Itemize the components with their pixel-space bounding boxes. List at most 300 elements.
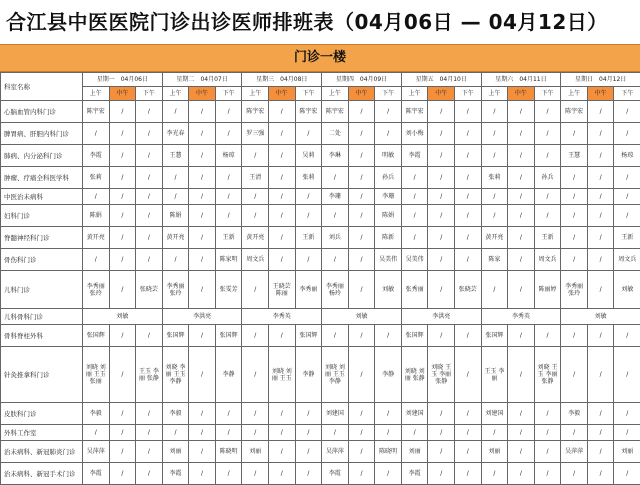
- doctor-cell: /: [189, 425, 216, 441]
- doctor-cell: /: [269, 441, 296, 463]
- doctor-cell: 陈宇宏: [561, 101, 588, 123]
- doctor-cell: 吴美伟: [401, 249, 428, 271]
- doctor-cell: /: [587, 145, 614, 167]
- doctor-cell: /: [455, 167, 482, 189]
- doctor-cell: /: [534, 425, 561, 441]
- session-header: 上午: [401, 87, 428, 101]
- doctor-cell: /: [587, 271, 614, 309]
- doctor-cell: /: [561, 123, 588, 145]
- doctor-cell: 陈宇宏: [401, 101, 428, 123]
- doctor-cell: /: [295, 123, 322, 145]
- doctor-cell: 陈新: [375, 227, 402, 249]
- doctor-cell: /: [481, 189, 508, 205]
- doctor-cell: /: [401, 189, 428, 205]
- dept-name: 脾胃病、肝胆内科门诊: [1, 123, 83, 145]
- doctor-cell: /: [269, 145, 296, 167]
- doctor-cell: /: [269, 123, 296, 145]
- doctor-cell: /: [109, 271, 136, 309]
- doctor-cell: /: [136, 167, 163, 189]
- doctor-cell: /: [508, 145, 535, 167]
- doctor-cell: /: [534, 441, 561, 463]
- doctor-cell: /: [534, 101, 561, 123]
- date-label: 04月12日: [599, 76, 626, 83]
- doctor-cell: 刘丽: [614, 441, 640, 463]
- doctor-cell: /: [508, 167, 535, 189]
- doctor-cell: /: [587, 123, 614, 145]
- dept-name: 中医治未病科: [1, 189, 83, 205]
- doctor-cell: /: [348, 205, 375, 227]
- doctor-cell: /: [109, 227, 136, 249]
- doctor-cell: /: [242, 347, 269, 403]
- doctor-cell: /: [401, 425, 428, 441]
- doctor-cell: 王清: [242, 167, 269, 189]
- doctor-cell: /: [348, 271, 375, 309]
- doctor-cell: 李毅: [561, 403, 588, 425]
- doctor-cell: /: [109, 205, 136, 227]
- doctor-cell: /: [481, 145, 508, 167]
- doctor-cell: 张雯芳: [215, 271, 242, 309]
- doctor-cell: /: [109, 167, 136, 189]
- doctor-cell: /: [242, 271, 269, 309]
- doctor-cell: 李秀英: [242, 309, 322, 325]
- doctor-cell: /: [189, 325, 216, 347]
- doctor-cell: /: [508, 123, 535, 145]
- doctor-cell: 杨琼: [215, 145, 242, 167]
- weekday-label: 星期日: [575, 76, 593, 83]
- doctor-cell: 李霞: [401, 463, 428, 485]
- doctor-cell: /: [322, 249, 349, 271]
- dept-name: 肺病、内分泌科门诊: [1, 145, 83, 167]
- doctor-cell: 杨琼: [614, 145, 640, 167]
- doctor-cell: /: [428, 425, 455, 441]
- doctor-cell: /: [455, 101, 482, 123]
- doctor-cell: /: [481, 205, 508, 227]
- doctor-cell: /: [455, 403, 482, 425]
- schedule-row: [1, 325, 640, 347]
- doctor-cell: /: [109, 403, 136, 425]
- schedule-row: [1, 205, 640, 227]
- doctor-cell: /: [242, 425, 269, 441]
- doctor-cell: /: [189, 403, 216, 425]
- doctor-cell: /: [587, 205, 614, 227]
- doctor-cell: /: [269, 463, 296, 485]
- doctor-cell: 周文兵: [242, 249, 269, 271]
- doctor-cell: /: [534, 463, 561, 485]
- doctor-cell: 李珊: [375, 189, 402, 205]
- doctor-cell: /: [534, 145, 561, 167]
- doctor-cell: /: [322, 325, 349, 347]
- doctor-cell: 刘丽: [242, 441, 269, 463]
- doctor-cell: /: [215, 101, 242, 123]
- doctor-cell: /: [269, 205, 296, 227]
- dept-name: 外科工作室: [1, 425, 83, 441]
- doctor-cell: /: [561, 205, 588, 227]
- doctor-cell: /: [215, 425, 242, 441]
- doctor-cell: /: [428, 167, 455, 189]
- doctor-cell: 张国辉: [162, 325, 189, 347]
- doctor-cell: 刘晓 刘丽 王玉 张丽: [83, 347, 110, 403]
- doctor-cell: /: [534, 189, 561, 205]
- doctor-cell: /: [136, 463, 163, 485]
- doctor-cell: /: [189, 463, 216, 485]
- doctor-cell: 李秀丽 张玲: [561, 271, 588, 309]
- doctor-cell: 刘建国: [322, 403, 349, 425]
- doctor-cell: 李毅: [83, 403, 110, 425]
- doctor-cell: /: [162, 249, 189, 271]
- doctor-cell: 明敏: [375, 145, 402, 167]
- doctor-cell: 李静: [295, 347, 322, 403]
- doctor-cell: /: [348, 123, 375, 145]
- schedule-row: [1, 271, 640, 309]
- doctor-cell: /: [428, 227, 455, 249]
- doctor-cell: 李霞: [83, 463, 110, 485]
- doctor-cell: /: [189, 271, 216, 309]
- doctor-cell: 张晓芸: [136, 271, 163, 309]
- doctor-cell: /: [189, 347, 216, 403]
- session-header: 下午: [215, 87, 242, 101]
- doctor-cell: /: [614, 325, 640, 347]
- doctor-cell: /: [189, 145, 216, 167]
- doctor-cell: 刘晓 刘丽 王玉: [269, 347, 296, 403]
- doctor-cell: 张秀丽: [401, 271, 428, 309]
- doctor-cell: 王晓芸 陈丽: [269, 271, 296, 309]
- date-label: 04月11日: [519, 76, 546, 83]
- doctor-cell: /: [348, 441, 375, 463]
- schedule-row: [1, 227, 640, 249]
- doctor-cell: /: [614, 167, 640, 189]
- schedule-row: [1, 441, 640, 463]
- doctor-cell: 李秀英: [481, 309, 561, 325]
- doctor-cell: /: [215, 123, 242, 145]
- doctor-cell: /: [534, 325, 561, 347]
- date-label: 04月07日: [200, 76, 227, 83]
- schedule-row: [1, 347, 640, 403]
- doctor-cell: /: [109, 101, 136, 123]
- schedule-table: [0, 72, 640, 485]
- doctor-cell: /: [508, 425, 535, 441]
- doctor-cell: /: [587, 325, 614, 347]
- doctor-cell: /: [348, 463, 375, 485]
- day-header: [83, 73, 163, 87]
- dept-name: 皮肤科门诊: [1, 403, 83, 425]
- session-header: 上午: [242, 87, 269, 101]
- doctor-cell: /: [348, 325, 375, 347]
- doctor-cell: /: [83, 425, 110, 441]
- doctor-cell: 孙兵: [534, 167, 561, 189]
- doctor-cell: 李秀丽 张玲: [162, 271, 189, 309]
- doctor-cell: /: [348, 167, 375, 189]
- session-header: 下午: [614, 87, 640, 101]
- doctor-cell: 吴莉: [295, 145, 322, 167]
- doctor-cell: 陈宇宏: [322, 101, 349, 123]
- doctor-cell: 陈晓明: [215, 441, 242, 463]
- doctor-cell: /: [587, 403, 614, 425]
- doctor-cell: /: [428, 189, 455, 205]
- doctor-cell: /: [455, 463, 482, 485]
- session-header: 中午: [428, 87, 455, 101]
- doctor-cell: 周文兵: [614, 249, 640, 271]
- doctor-cell: /: [242, 325, 269, 347]
- doctor-cell: /: [269, 189, 296, 205]
- doctor-cell: /: [295, 463, 322, 485]
- dept-name: 妇科门诊: [1, 205, 83, 227]
- dept-name: 治未病科、新冠手术门诊: [1, 463, 83, 485]
- weekday-label: 星期一: [97, 76, 115, 83]
- doctor-cell: /: [481, 271, 508, 309]
- doctor-cell: /: [136, 249, 163, 271]
- weekday-label: 星期六: [495, 76, 513, 83]
- doctor-cell: /: [109, 249, 136, 271]
- doctor-cell: 刘敏: [322, 309, 402, 325]
- day-header: [162, 73, 242, 87]
- doctor-cell: 二处: [322, 123, 349, 145]
- doctor-cell: /: [401, 227, 428, 249]
- doctor-cell: 王慧: [162, 145, 189, 167]
- schedule-row: [1, 249, 640, 271]
- doctor-cell: 王玉 李丽: [481, 347, 508, 403]
- doctor-cell: /: [269, 167, 296, 189]
- doctor-cell: /: [215, 205, 242, 227]
- doctor-cell: /: [215, 167, 242, 189]
- session-header: 中午: [189, 87, 216, 101]
- doctor-cell: /: [348, 189, 375, 205]
- doctor-cell: /: [348, 145, 375, 167]
- doctor-cell: 孙兵: [375, 167, 402, 189]
- doctor-cell: /: [534, 123, 561, 145]
- doctor-cell: 张莉: [295, 167, 322, 189]
- doctor-cell: /: [428, 403, 455, 425]
- date-label: 04月06日: [121, 76, 148, 83]
- page-title: 合江县中医医院门诊出诊医师排班表（04月06日 — 04月12日）: [0, 0, 640, 44]
- doctor-cell: 黄开亮: [242, 227, 269, 249]
- doctor-cell: /: [428, 463, 455, 485]
- doctor-cell: 张国辉: [83, 325, 110, 347]
- doctor-cell: /: [561, 227, 588, 249]
- doctor-cell: 陈晓明: [375, 441, 402, 463]
- doctor-cell: /: [481, 123, 508, 145]
- doctor-cell: /: [295, 403, 322, 425]
- doctor-cell: 李珊: [322, 189, 349, 205]
- session-header: 中午: [269, 87, 296, 101]
- doctor-cell: /: [136, 189, 163, 205]
- schedule-row: [1, 145, 640, 167]
- doctor-cell: /: [428, 249, 455, 271]
- doctor-cell: /: [428, 145, 455, 167]
- doctor-cell: /: [561, 425, 588, 441]
- session-header: 中午: [587, 87, 614, 101]
- schedule-row: [1, 167, 640, 189]
- doctor-cell: 张莉: [481, 167, 508, 189]
- doctor-cell: /: [428, 123, 455, 145]
- doctor-cell: /: [269, 101, 296, 123]
- doctor-cell: 陈娟: [375, 205, 402, 227]
- schedule-row: [1, 189, 640, 205]
- session-header: 下午: [455, 87, 482, 101]
- doctor-cell: 李霞: [162, 463, 189, 485]
- doctor-cell: /: [189, 205, 216, 227]
- floor-banner: 门诊一楼: [0, 44, 640, 72]
- doctor-cell: /: [587, 189, 614, 205]
- doctor-cell: /: [375, 101, 402, 123]
- doctor-cell: /: [189, 167, 216, 189]
- session-header: 中午: [348, 87, 375, 101]
- doctor-cell: /: [269, 325, 296, 347]
- session-header: 上午: [162, 87, 189, 101]
- doctor-cell: /: [614, 189, 640, 205]
- doctor-cell: /: [295, 249, 322, 271]
- doctor-cell: /: [136, 205, 163, 227]
- doctor-cell: /: [534, 403, 561, 425]
- session-header: 上午: [561, 87, 588, 101]
- doctor-cell: /: [508, 205, 535, 227]
- doctor-cell: /: [455, 325, 482, 347]
- doctor-cell: /: [455, 425, 482, 441]
- dept-name: 治未病科、新冠肺炎门诊: [1, 441, 83, 463]
- doctor-cell: /: [189, 249, 216, 271]
- doctor-cell: /: [136, 227, 163, 249]
- doctor-cell: /: [428, 325, 455, 347]
- doctor-cell: /: [375, 123, 402, 145]
- doctor-cell: /: [481, 101, 508, 123]
- doctor-cell: 陈宇宏: [295, 101, 322, 123]
- doctor-cell: /: [508, 325, 535, 347]
- doctor-cell: /: [508, 463, 535, 485]
- doctor-cell: /: [561, 167, 588, 189]
- doctor-cell: 陈宇宏: [242, 101, 269, 123]
- doctor-cell: 刘建国: [401, 403, 428, 425]
- doctor-cell: 李静: [215, 347, 242, 403]
- doctor-cell: /: [508, 227, 535, 249]
- doctor-cell: 刘敏: [375, 271, 402, 309]
- doctor-cell: /: [508, 347, 535, 403]
- doctor-cell: /: [162, 167, 189, 189]
- doctor-cell: 李静: [375, 347, 402, 403]
- doctor-cell: /: [189, 101, 216, 123]
- day-header: [242, 73, 322, 87]
- doctor-cell: /: [455, 123, 482, 145]
- doctor-cell: /: [242, 205, 269, 227]
- doctor-cell: /: [455, 145, 482, 167]
- doctor-cell: /: [561, 249, 588, 271]
- doctor-cell: 李霞: [401, 145, 428, 167]
- doctor-cell: /: [242, 463, 269, 485]
- doctor-cell: 陈娟: [83, 205, 110, 227]
- doctor-cell: /: [322, 205, 349, 227]
- weekday-label: 星期四: [336, 76, 354, 83]
- doctor-cell: /: [375, 425, 402, 441]
- doctor-cell: /: [189, 227, 216, 249]
- day-header: [481, 73, 561, 87]
- doctor-cell: /: [508, 101, 535, 123]
- doctor-cell: /: [162, 425, 189, 441]
- doctor-cell: 张晓芸: [455, 271, 482, 309]
- doctor-cell: /: [455, 189, 482, 205]
- doctor-cell: /: [109, 463, 136, 485]
- doctor-cell: /: [455, 227, 482, 249]
- doctor-cell: /: [136, 325, 163, 347]
- doctor-cell: /: [136, 425, 163, 441]
- doctor-cell: /: [215, 403, 242, 425]
- doctor-cell: /: [587, 441, 614, 463]
- doctor-cell: /: [587, 167, 614, 189]
- doctor-cell: 刘晓 王玉 李丽 张静: [428, 347, 455, 403]
- doctor-cell: 张国辉: [215, 325, 242, 347]
- doctor-cell: /: [162, 189, 189, 205]
- day-header: [322, 73, 402, 87]
- doctor-cell: 王新: [215, 227, 242, 249]
- doctor-cell: /: [109, 145, 136, 167]
- dept-name: 脊髓神经科门诊: [1, 227, 83, 249]
- doctor-cell: 陈家: [481, 249, 508, 271]
- doctor-cell: /: [269, 425, 296, 441]
- doctor-cell: /: [401, 205, 428, 227]
- doctor-cell: 刘晓 刘丽 王玉 李静: [322, 347, 349, 403]
- doctor-cell: 黄开亮: [162, 227, 189, 249]
- doctor-cell: /: [587, 249, 614, 271]
- doctor-cell: /: [375, 325, 402, 347]
- schedule-row: [1, 101, 640, 123]
- doctor-cell: 张莉: [83, 167, 110, 189]
- doctor-cell: /: [215, 463, 242, 485]
- doctor-cell: /: [614, 347, 640, 403]
- date-label: 04月09日: [360, 76, 387, 83]
- doctor-cell: /: [428, 101, 455, 123]
- doctor-cell: /: [136, 441, 163, 463]
- doctor-cell: /: [561, 189, 588, 205]
- doctor-cell: /: [242, 189, 269, 205]
- dept-name: 针灸推拿科门诊: [1, 347, 83, 403]
- doctor-cell: 李毅: [162, 403, 189, 425]
- doctor-cell: 王玉 李丽 张静: [136, 347, 163, 403]
- doctor-cell: /: [508, 271, 535, 309]
- doctor-cell: 刘丽: [162, 441, 189, 463]
- doctor-cell: /: [508, 249, 535, 271]
- doctor-cell: 陈宇宏: [83, 101, 110, 123]
- doctor-cell: 刘建国: [481, 403, 508, 425]
- doctor-cell: 刘晓 李丽 王玉 李静: [162, 347, 189, 403]
- doctor-cell: /: [455, 205, 482, 227]
- doctor-cell: 陈娟: [162, 205, 189, 227]
- doctor-cell: 周文兵: [534, 249, 561, 271]
- doctor-cell: 王新: [295, 227, 322, 249]
- doctor-cell: 王新: [614, 227, 640, 249]
- doctor-cell: /: [269, 403, 296, 425]
- doctor-cell: /: [614, 205, 640, 227]
- session-header: 下午: [295, 87, 322, 101]
- doctor-cell: 王慧: [561, 145, 588, 167]
- dept-name: 心脑血管内科门诊: [1, 101, 83, 123]
- schedule-row: [1, 463, 640, 485]
- doctor-cell: /: [189, 189, 216, 205]
- doctor-cell: /: [508, 441, 535, 463]
- doctor-cell: /: [508, 403, 535, 425]
- doctor-cell: 刘敏: [83, 309, 163, 325]
- doctor-cell: 刘兵: [322, 227, 349, 249]
- doctor-cell: /: [136, 403, 163, 425]
- doctor-cell: 李洪亮: [401, 309, 481, 325]
- doctor-cell: /: [561, 463, 588, 485]
- doctor-cell: /: [481, 425, 508, 441]
- weekday-label: 星期三: [256, 76, 274, 83]
- doctor-cell: 刘丽: [481, 441, 508, 463]
- doctor-cell: /: [428, 271, 455, 309]
- session-header: 中午: [109, 87, 136, 101]
- doctor-cell: 陈家明: [215, 249, 242, 271]
- doctor-cell: 张国辉: [401, 325, 428, 347]
- doctor-cell: /: [455, 249, 482, 271]
- doctor-cell: /: [587, 347, 614, 403]
- doctor-cell: 李秀丽 张玲: [83, 271, 110, 309]
